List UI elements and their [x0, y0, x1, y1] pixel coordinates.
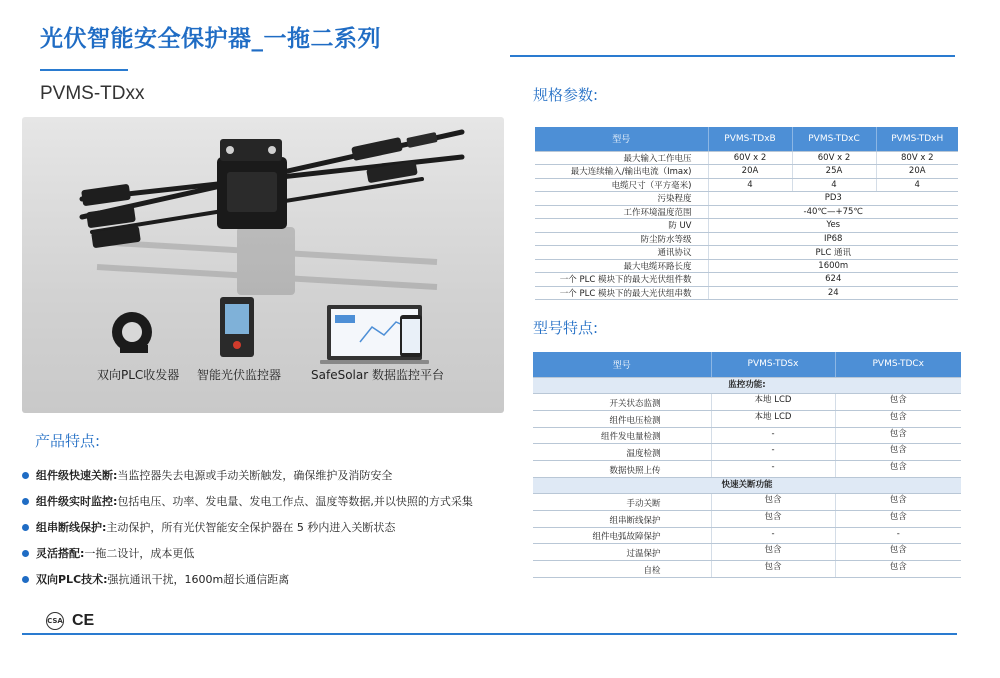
- features-row: [533, 460, 961, 477]
- spec-header-tdxh: PVMS-TDxH: [876, 127, 958, 151]
- spec-cell: 4: [792, 178, 876, 192]
- features-cell: 包含: [835, 444, 961, 461]
- features-group-label: 监控功能:: [533, 377, 961, 394]
- features-cell: 本地 LCD: [711, 394, 835, 411]
- features-cell: -: [711, 460, 835, 477]
- spec-cell: Yes: [708, 219, 958, 233]
- spec-cell: 4: [708, 178, 792, 192]
- spec-row-label: 通讯协议: [535, 246, 708, 260]
- title-divider: [510, 55, 955, 57]
- features-row-label: 数据快照上传: [533, 460, 711, 477]
- spec-row: [535, 232, 958, 246]
- features-cell: 包含: [711, 561, 835, 578]
- features-cell: 包含: [835, 460, 961, 477]
- spec-row-label: 电缆尺寸（平方毫米): [535, 178, 708, 192]
- features-cell: -: [711, 527, 835, 544]
- features-group-row: [533, 377, 961, 394]
- spec-row: [535, 219, 958, 233]
- spec-row: [535, 286, 958, 300]
- spec-cell: 4: [876, 178, 958, 192]
- spec-row-label: 工作环境温度范围: [535, 205, 708, 219]
- feature-title: 组件级快速关断:: [36, 469, 118, 482]
- feature-text: 包括电压、功率、发电量、发电工作点、温度等数据,并以快照的方式采集: [117, 495, 473, 508]
- bullet-icon: [22, 550, 29, 557]
- bullet-icon: [22, 576, 29, 583]
- spec-cell: PD3: [708, 192, 958, 206]
- features-row: [533, 410, 961, 427]
- spec-cell: 60V x 2: [792, 151, 876, 165]
- features-header-model: 型号: [533, 352, 711, 377]
- spec-row-label: 一个 PLC 模块下的最大光伏组串数: [535, 286, 708, 300]
- bullet-icon: [22, 472, 29, 479]
- features-row: [533, 544, 961, 561]
- features-cell: 包含: [835, 544, 961, 561]
- spec-header-tdxc: PVMS-TDxC: [792, 127, 876, 151]
- features-cell: -: [711, 427, 835, 444]
- features-cell: -: [711, 444, 835, 461]
- plc-transceiver-icon: [112, 312, 152, 353]
- spec-row-label: 最大输入工作电压: [535, 151, 708, 165]
- features-cell: 包含: [835, 494, 961, 511]
- model-name: PVMS-TDxx: [40, 83, 145, 104]
- features-group-row: [533, 477, 961, 494]
- spec-cell: 20A: [708, 165, 792, 179]
- spec-cell: -40℃—+75℃: [708, 205, 958, 219]
- features-header-tdsx: PVMS-TDSx: [711, 352, 835, 377]
- features-table-header: [533, 352, 961, 377]
- csa-cert-icon: CSA: [46, 612, 64, 630]
- features-cell: 包含: [835, 561, 961, 578]
- features-cell: -: [835, 527, 961, 544]
- spec-row: [535, 192, 958, 206]
- spec-row-label: 防 UV: [535, 219, 708, 233]
- spec-row: [535, 178, 958, 192]
- feature-item: [22, 462, 502, 488]
- features-cell: 本地 LCD: [711, 410, 835, 427]
- features-group-label: 快速关断功能: [533, 477, 961, 494]
- spec-row: [535, 165, 958, 179]
- features-header-tdcx: PVMS-TDCx: [835, 352, 961, 377]
- spec-row-label: 防尘防水等级: [535, 232, 708, 246]
- hero-label-pv-monitor: 智能光伏监控器: [197, 368, 282, 382]
- spec-header-tdxb: PVMS-TDxB: [708, 127, 792, 151]
- model-divider: [40, 69, 128, 71]
- feature-text: 主动保护，所有光伏智能安全保护器在 5 秒内进入关断状态: [106, 521, 396, 534]
- features-row: [533, 427, 961, 444]
- spec-row: [535, 273, 958, 287]
- spec-row: [535, 205, 958, 219]
- features-cell: 包含: [711, 544, 835, 561]
- spec-row-label: 最大电缆环路长度: [535, 259, 708, 273]
- model-features-section-title: 型号特点:: [533, 319, 599, 337]
- spec-table-header: [535, 127, 958, 151]
- spec-row: [535, 151, 958, 165]
- features-row-label: 过温保护: [533, 544, 711, 561]
- spec-row: [535, 246, 958, 260]
- features-row-label: 组件发电量检测: [533, 427, 711, 444]
- features-row: [533, 527, 961, 544]
- spec-cell: PLC 通讯: [708, 246, 958, 260]
- bullet-icon: [22, 498, 29, 505]
- feature-item: [22, 540, 502, 566]
- spec-cell: 24: [708, 286, 958, 300]
- feature-title: 灵活搭配:: [36, 547, 85, 560]
- spec-cell: 25A: [792, 165, 876, 179]
- feature-item: [22, 566, 502, 592]
- bullet-icon: [22, 524, 29, 531]
- features-cell: 包含: [711, 511, 835, 528]
- features-row: [533, 511, 961, 528]
- ce-cert-icon: CE: [72, 612, 95, 629]
- features-row: [533, 494, 961, 511]
- spec-row-label: 一个 PLC 模块下的最大光伏组件数: [535, 273, 708, 287]
- safesolar-platform-icon: [320, 305, 429, 364]
- spec-header-model: 型号: [535, 127, 708, 151]
- feature-text: 一拖二设计，成本更低: [84, 547, 195, 560]
- features-row-label: 组件电压检测: [533, 410, 711, 427]
- spec-cell: 80V x 2: [876, 151, 958, 165]
- spec-cell: 624: [708, 273, 958, 287]
- features-row-label: 温度检测: [533, 444, 711, 461]
- features-cell: 包含: [835, 410, 961, 427]
- feature-text: 当监控器失去电源或手动关断触发，确保维护及消防安全: [117, 469, 393, 482]
- spec-row-label: 污染程度: [535, 192, 708, 206]
- feature-title: 组串断线保护:: [36, 521, 107, 534]
- features-cell: 包含: [711, 494, 835, 511]
- features-section-title: 产品特点:: [35, 432, 101, 450]
- feature-item: [22, 514, 502, 540]
- features-list: [22, 462, 502, 592]
- features-cell: 包含: [835, 427, 961, 444]
- pv-monitor-icon: [220, 297, 254, 357]
- page-title: 光伏智能安全保护器_一拖二系列: [40, 26, 381, 52]
- spec-table: [535, 127, 958, 300]
- feature-title: 双向PLC技术:: [36, 573, 108, 586]
- spec-cell: 1600m: [708, 259, 958, 273]
- features-row: [533, 561, 961, 578]
- hero-label-plc-transceiver: 双向PLC收发器: [97, 368, 180, 382]
- feature-item: [22, 488, 502, 514]
- features-row: [533, 444, 961, 461]
- spec-row: [535, 259, 958, 273]
- features-row-label: 开关状态监测: [533, 394, 711, 411]
- footer-divider: [22, 633, 957, 635]
- features-row: [533, 394, 961, 411]
- features-row-label: 组件电弧故障保护: [533, 527, 711, 544]
- spec-section-title: 规格参数:: [533, 86, 599, 104]
- features-row-label: 手动关断: [533, 494, 711, 511]
- spec-cell: 20A: [876, 165, 958, 179]
- features-cell: 包含: [835, 394, 961, 411]
- feature-text: 强抗通讯干扰，1600m超长通信距离: [107, 573, 290, 586]
- spec-cell: 60V x 2: [708, 151, 792, 165]
- model-features-table: [533, 352, 961, 578]
- spec-cell: IP68: [708, 232, 958, 246]
- features-row-label: 自检: [533, 561, 711, 578]
- hero-label-safesolar-platform: SafeSolar 数据监控平台: [311, 368, 444, 382]
- feature-title: 组件级实时监控:: [36, 495, 118, 508]
- certifications: [46, 612, 94, 630]
- spec-row-label: 最大连续输入/输出电流（Imax): [535, 165, 708, 179]
- features-row-label: 组串断线保护: [533, 511, 711, 528]
- features-cell: 包含: [835, 511, 961, 528]
- product-hero-image: [22, 117, 504, 413]
